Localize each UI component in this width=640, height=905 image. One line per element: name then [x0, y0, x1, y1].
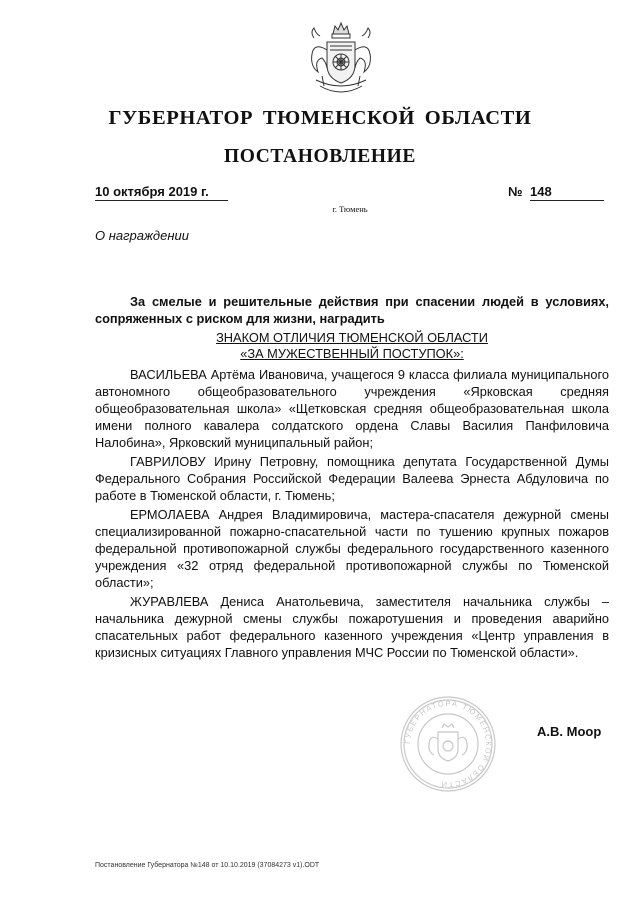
document-number: 148 [530, 184, 604, 201]
award-title-line1: ЗНАКОМ ОТЛИЧИЯ ТЮМЕНСКОЙ ОБЛАСТИ [216, 330, 488, 345]
award-title-line2: «ЗА МУЖЕСТВЕННЫЙ ПОСТУПОК»: [240, 346, 464, 361]
document-date: 10 октября 2019 г. [95, 184, 228, 201]
recipient-paragraph: ГАВРИЛОВУ Ирину Петровну, помощника депутата Государственной Думы Федерального Собрания Российской Федерации Валеева Эрнеста Абдуловича по работе в Тюменской области, г. Тюмень; [95, 454, 609, 503]
official-seal-icon [398, 694, 498, 794]
number-sign: № [508, 184, 523, 199]
document-subject: О награждении [95, 228, 189, 243]
signature-name: А.В. Моор [537, 724, 602, 739]
document-type-title: ПОСТАНОВЛЕНИЕ [223, 146, 417, 167]
recipient-paragraph: ЖУРАВЛЕВА Дениса Анатольевича, заместителя начальника службы – начальника дежурной смены службы пожаротушения и проведения аварийно спасательных работ федерального казенного учреждения «Центр управления в кризисных ситуациях Главного управления МЧС России по Тюменской области». [95, 594, 609, 660]
recipient-paragraph: ВАСИЛЬЕВА Артёма Ивановича, учащегося 9 класса филиала муниципального автономного общеобразовательного учреждения «Ярковская средняя общеобразовательная школа» «Щетковская средняя общеобразовательная школа имени полного кавалера солдатского ордена Славы Василия Панфиловича Налобина», Ярковский муниципальный район; [95, 367, 609, 450]
seal-text: ГУБЕРНАТОРА ТЮМЕНСКОЙ ОБЛАСТИ [402, 698, 494, 790]
document-footer: Постановление Губернатора №148 от 10.10.2019 (37084273 v1).ODT [95, 862, 320, 869]
tyumen-coat-of-arms-icon [302, 20, 380, 102]
city-label: г. Тюмень [332, 204, 368, 214]
recipient-paragraph: ЕРМОЛАЕВА Андрея Владимировича, мастера-спасателя дежурной смены специализированной пожарно-спасательной части по тушению крупных пожаров федеральной противопожарной службы федерального государственного казенного учреждения «32 отряд федеральной противопожарной службы по Тюменской области»; [95, 507, 609, 590]
svg-text:ГУБЕРНАТОРА ТЮМЕНСКОЙ ОБЛАСТИ [403, 699, 493, 789]
authority-title: ГУБЕРНАТОР ТЮМЕНСКОЙ ОБЛАСТИ [108, 107, 532, 129]
award-title [95, 330, 609, 362]
intro-paragraph: За смелые и решительные действия при спасении людей в условиях, сопряженных с риском для жизни, наградить [95, 294, 609, 326]
